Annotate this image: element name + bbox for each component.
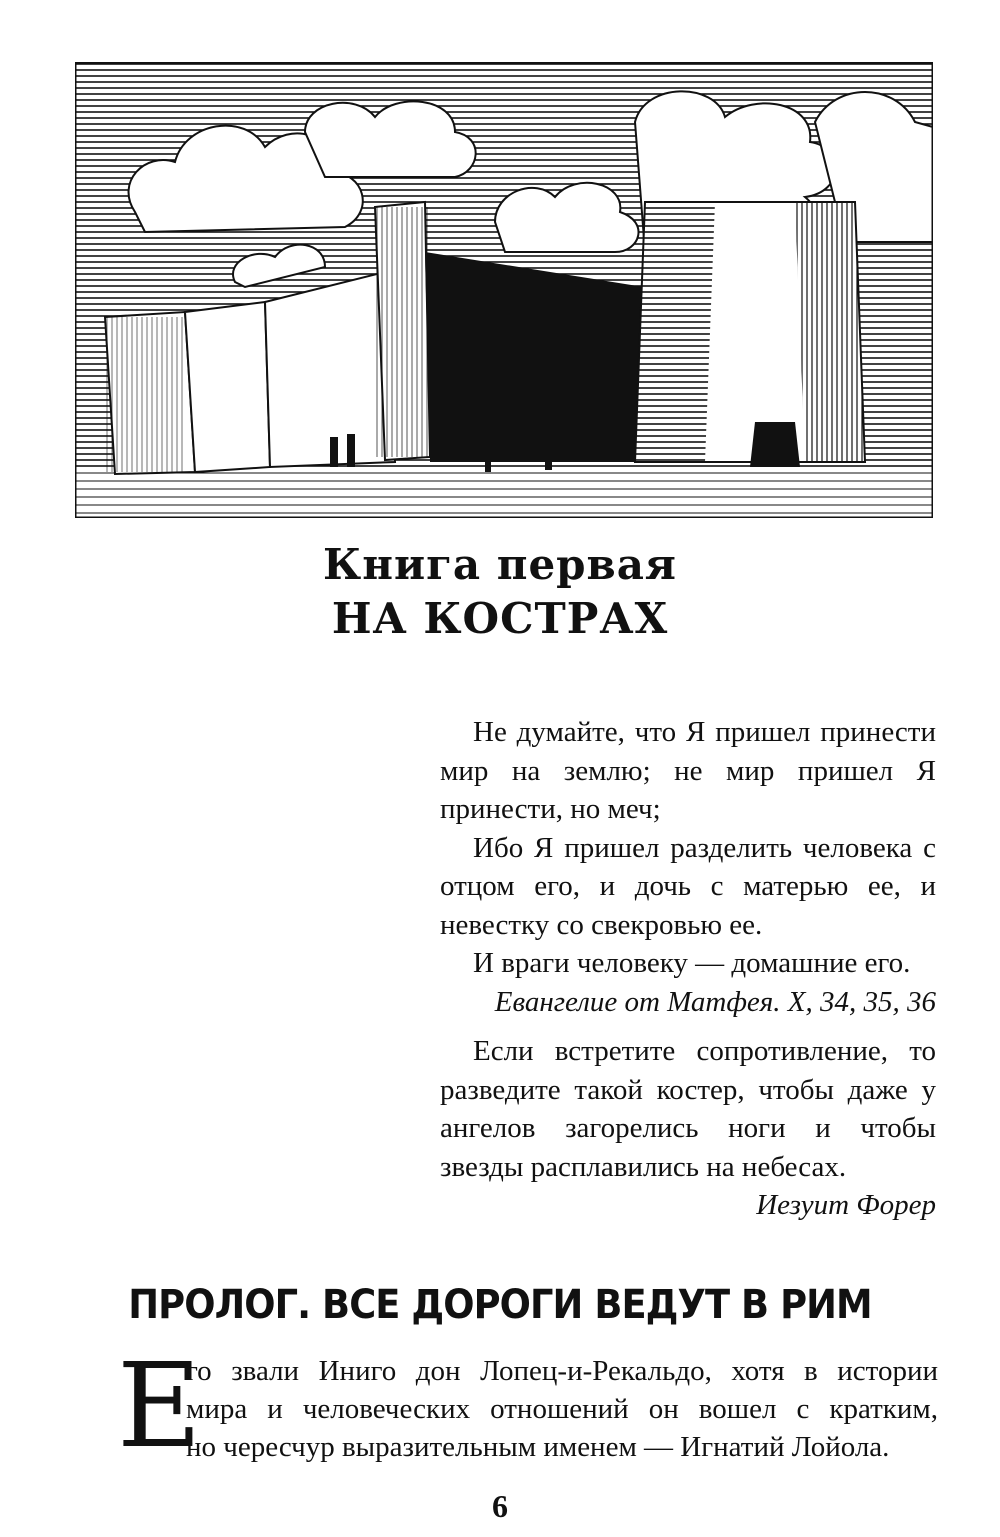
fortress-engraving (75, 62, 933, 518)
prologue-body (186, 1352, 938, 1466)
body-line: го звали Иниго дон Лопец-и-Рекальдо, хотя в истории (186, 1355, 938, 1387)
book-part-title: Книга первая (323, 540, 677, 589)
epigraph-gospel (440, 713, 936, 1021)
epigraph-line: Не думайте, что Я пришел принести мир на землю; не мир пришел Я принести, но меч; (440, 716, 936, 825)
epigraph-line: И враги человеку — домашние его. (473, 947, 911, 979)
epigraph-source: Иезуит Форер (756, 1189, 936, 1221)
book-part-subtitle: НА КОСТРАХ (331, 594, 669, 643)
epigraph-source: Евангелие от Матфея. X, 34, 35, 36 (494, 985, 936, 1018)
epigraph-forer (440, 1032, 936, 1225)
epigraph-line: Ибо Я пришел разделить человека с отцом его, и дочь с матерью ее, и невестку со свекровью ее. (440, 831, 936, 941)
prologue-heading: ПРОЛОГ. ВСЕ ДОРОГИ ВЕДУТ В РИМ (128, 1282, 872, 1328)
fortress-illustration (75, 62, 933, 518)
page-number: 6 (492, 1488, 508, 1524)
body-line: но чересчур выразительным именем — Игнатий Лойола. (186, 1431, 890, 1463)
drop-cap: Е (117, 1339, 202, 1474)
body-line: мира и человеческих отношений он вошел с кратким, (186, 1393, 938, 1425)
epigraph-line: Если встретите сопротивление, то разведите такой костер, чтобы даже у ангелов загорелись ноги и чтобы звезды расплавились на небесах. (440, 1035, 936, 1183)
